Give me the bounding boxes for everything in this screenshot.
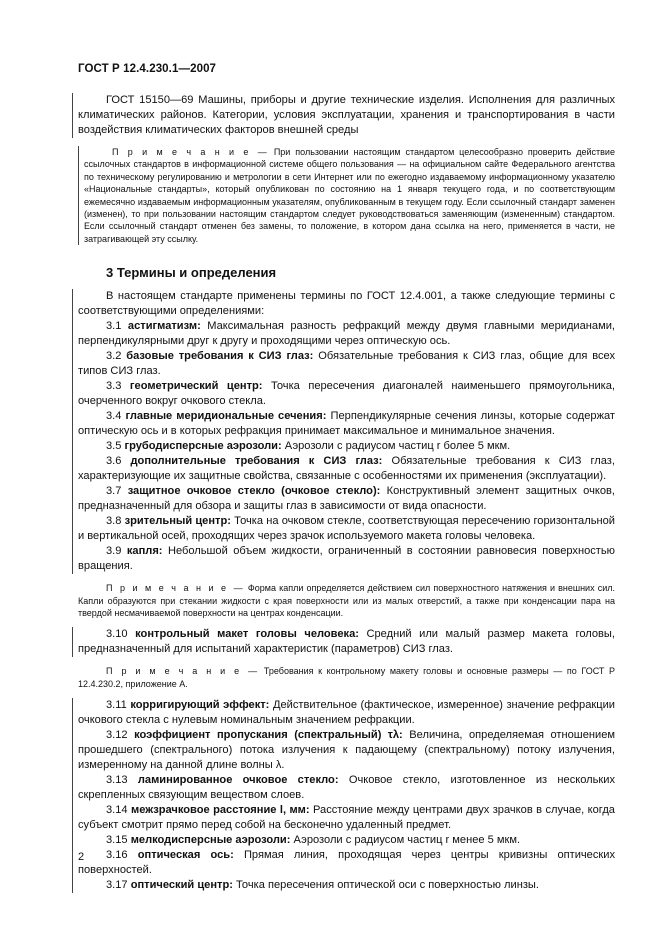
note-drop [78,582,615,619]
term-number: 3.1 [106,320,122,333]
term-number: 3.4 [106,410,122,423]
term-name: оптическая ось: [137,849,234,862]
term-3-2 [72,349,615,379]
section-title: 3 Термины и определения [106,265,277,281]
term-3-14 [72,803,615,833]
term-definition: Обязательные требования к СИЗ глаз, характеризующие их защитные свойства, связанные с особенностями их применения (эксплуатации). [78,455,615,483]
note-reference-check [78,146,615,245]
term-number: 3.11 [106,699,127,712]
term-definition: Точка пересечения оптической оси с поверхностью линзы. [236,879,539,892]
term-definition: Прямая линия, проходящая через центры кривизны оптических поверхностей. [78,849,615,877]
term-3-4 [72,409,615,439]
term-definition: Аэрозоли с радиусом частиц r менее 5 мкм. [293,834,521,847]
term-definition: Средний или малый размер макета головы, предназначенный для испытаний характеристик (параметров) СИЗ глаз. [78,628,615,656]
term-3-16 [72,848,615,878]
term-3-9 [72,544,615,574]
note-label: П р и м е ч а н и е — [106,583,245,594]
note-text: Форма капли определяется действием сил поверхностного натяжения и внешних сил. Капли образуются при стекании жидкости с края поверхности или из малых отверстий, а также при конденсации пара на твердой несмачиваемой поверхности на центрах конденсации. [78,583,615,619]
term-name: защитное очковое стекло (очковое стекло): [127,485,381,498]
term-definition: Очковое стекло, изготовленное из нескольких скрепленных связующим веществом слоев. [78,774,615,802]
term-number: 3.9 [106,545,122,558]
term-3-1 [72,319,615,349]
terms-list-b [78,698,615,893]
note-text: При пользовании настоящим стандартом целесообразно проверить действие ссылочных стандартов в информационной системе общего пользования — на официальном сайте Федерального агентства по техническому регулированию и метрологии в сети Интернет или по ежегодно издаваемому информационному указателю «Национальные стандарты», который опубликован по состоянию на 1 января текущего года, и по соответствующим ежемесячно издаваемым информационным указателям, опубликованным в текущем году. Если ссылочный стандарт заменен (изменен), то при пользовании настоящим стандартом следует руководствоваться заменяющим (измененным) стандартом. Если ссылочный стандарт отменен без замены, то положение, в котором дана ссылка на него, применяется в части, не затрагивающей эту ссылку. [84,147,615,244]
term-definition: Обязательные требования к СИЗ глаз, общие для всех типов СИЗ глаз. [78,350,615,378]
term-definition: Аэрозоли с радиусом частиц r более 5 мкм. [284,440,511,453]
note-label: П р и м е ч а н и е — [112,147,269,157]
term-number: 3.7 [106,485,122,498]
term-number: 3.5 [106,440,122,453]
term-name: дополнительные требования к СИЗ глаз: [130,455,383,468]
term-number: 3.16 [106,849,128,862]
term-definition: Точка пересечения диагоналей наименьшего прямоугольника, очерченного вокруг очкового стекла. [78,380,615,408]
note-text: Требования к контрольному макету головы и основные размеры — по ГОСТ Р 12.4.230.2, приложение А. [78,666,615,689]
page-number: 2 [78,851,85,863]
term-definition: Действительное (фактическое, измеренное) значение рефракции очкового стекла с нулевым номинальным значением рефракции. [78,699,615,727]
term-3-13 [72,773,615,803]
normative-reference: ГОСТ 15150—69 Машины, приборы и другие технические изделия. Исполнения для различных климатических районов. Категории, условия эксплуатации, хранения и транспортирования в части воздействия климатических факторов внешней среды [72,93,615,138]
term-name: зрительный центр: [124,515,231,528]
page-content [78,93,615,893]
term-number: 3.6 [106,455,122,468]
term-3-6 [72,454,615,484]
term-definition: Небольшой объем жидкости, ограниченный в состоянии равновесия поверхностью вращения. [78,545,615,573]
term-3-12 [72,728,615,773]
term-definition: Расстояние между центрами двух зрачков в случае, когда субъект смотрит прямо перед собой на бесконечно удаленный предмет. [78,804,615,832]
term-name: корригирующий эффект: [130,699,270,712]
term-3-17 [72,878,615,893]
term-number: 3.8 [106,515,122,528]
term-name: капля: [126,545,163,558]
term-name: оптический центр: [130,879,233,892]
note-label: П р и м е ч а н и е — [106,666,260,677]
term-definition: Конструктивный элемент защитных очков, предназначенный для обзора и защиты глаз в зависимости от вида опасности. [78,485,615,513]
term-name: ламинированное очковое стекло: [137,774,339,787]
term-3-15 [72,833,615,848]
term-definition: Точка на очковом стекле, соответствующая пересечению горизонтальной и вертикальной осей, проходящих через зрачок используемого макета головы человека. [78,515,615,543]
term-3-5 [72,439,615,454]
term-3-7 [72,484,615,514]
document-code-header: ГОСТ Р 12.4.230.1—2007 [78,63,217,75]
term-name: мелкодисперсные аэрозоли: [130,834,291,847]
term-name: коэффициент пропускания (спектральный) τλ: [134,729,403,742]
term-number: 3.17 [106,879,128,892]
term-name: межзрачковое расстояние l, мм: [131,804,310,817]
term-3-11 [72,698,615,728]
term-number: 3.14 [106,804,128,817]
term-name: контрольный макет головы человека: [135,628,359,641]
term-number: 3.12 [106,729,128,742]
term-number: 3.13 [106,774,128,787]
note-head-model [78,665,615,690]
term-name: главные меридиональные сечения: [125,410,327,423]
section-intro: В настоящем стандарте применены термины по ГОСТ 12.4.001, а также следующие термины с соответствующими определениями: [72,289,615,319]
term-number: 3.15 [106,834,128,847]
term-definition: Максимальная разность рефракций между двумя главными меридианами, перпендикулярными друг к другу и проходящими через оптическую ось. [78,320,615,348]
term-name: геометрический центр: [129,380,263,393]
terms-list-a [78,319,615,574]
term-number: 3.10 [106,628,128,641]
term-3-10 [72,627,615,657]
term-name: базовые требования к СИЗ глаз: [126,350,314,363]
term-definition: Перпендикулярные сечения линзы, которые содержат оптическую ось и в которых рефракция принимает максимальное и минимальное значения. [78,410,615,438]
term-number: 3.3 [106,380,122,393]
term-3-3 [72,379,615,409]
term-definition: Величина, определяемая отношением прошедшего (спектрального) потока излучения к падающему (спектральному) потоку излучения, измеренному на данной длине волны λ. [78,729,615,772]
term-name: грубодисперсные аэрозоли: [124,440,282,453]
term-3-8 [72,514,615,544]
term-name: астигматизм: [127,320,201,333]
term-number: 3.2 [106,350,122,363]
